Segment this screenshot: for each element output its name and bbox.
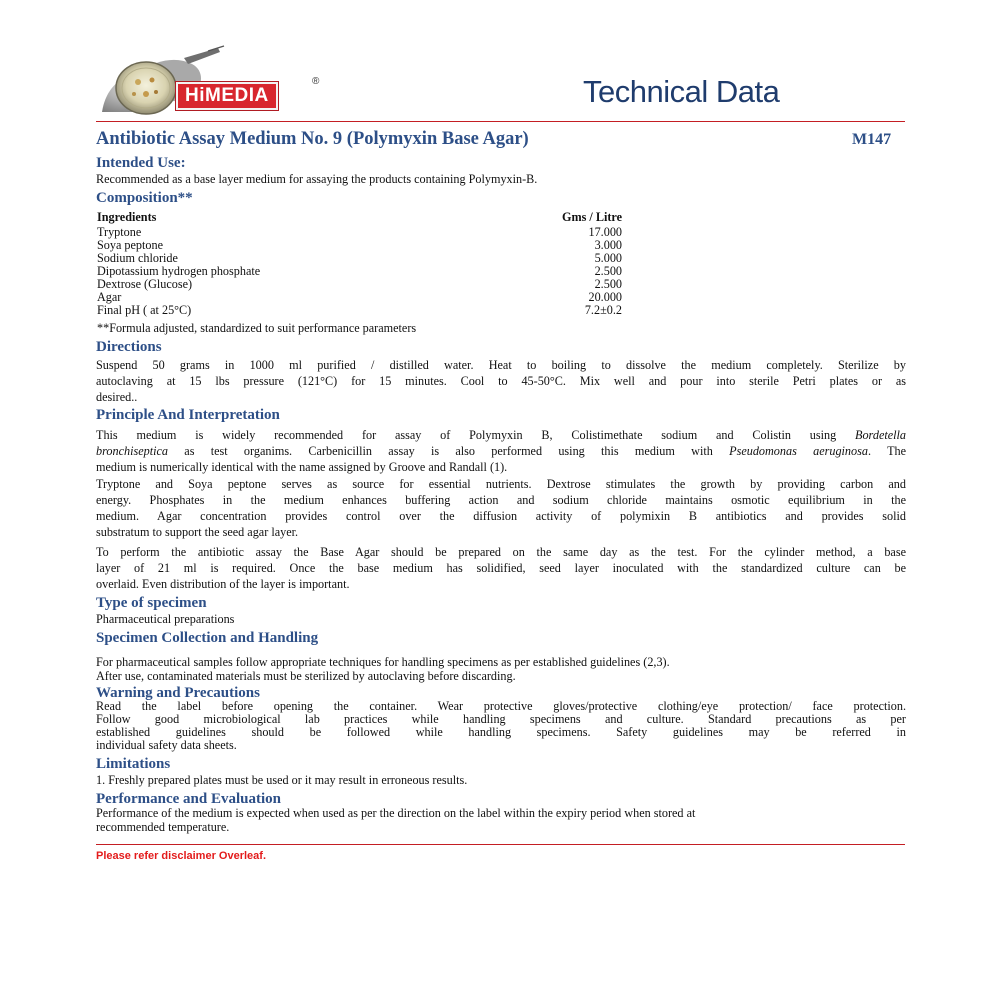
- formula-note: **Formula adjusted, standardized to suit performance parameters: [97, 321, 417, 335]
- himedia-logo: [100, 42, 330, 116]
- disclaimer-note: Please refer disclaimer Overleaf.: [96, 850, 266, 862]
- principle-text: This medium is widely recommended for assay of Polymyxin B, Colistimethate sodium and Colistin using: [96, 428, 837, 442]
- composition-header-row: [97, 211, 622, 225]
- document-title: Antibiotic Assay Medium No. 9 (Polymyxin Base Agar): [96, 129, 529, 149]
- technical-data-title: Technical Data: [583, 74, 780, 109]
- performance-line: Performance of the medium is expected when used as per the direction on the label within the expiry period when stored at: [96, 806, 696, 820]
- ingredient-name: Tryptone: [97, 225, 142, 239]
- ingredient-amount: 3.000: [594, 238, 622, 252]
- principle-line: [96, 427, 906, 443]
- warning-line: Read the label before opening the container. Wear protective gloves/protective clothing/eye protection/ face protection.: [96, 699, 906, 713]
- composition-table: [97, 211, 622, 317]
- principle-line: medium is numerically identical with the name assigned by Groove and Randall (1).: [96, 460, 508, 474]
- ingredient-amount: 20.000: [588, 290, 622, 304]
- warning-heading: Warning and Precautions: [96, 685, 260, 701]
- header-divider: [96, 121, 905, 122]
- directions-line: autoclaving at 15 lbs pressure (121°C) for 15 minutes. Cool to 45-50°C. Mix well and pour into sterile Petri plates or as: [96, 374, 906, 388]
- table-row: [97, 304, 622, 317]
- ingredient-amount: 2.500: [594, 264, 622, 278]
- collection-line: For pharmaceutical samples follow appropriate techniques for handling specimens as per established guidelines (2,3).: [96, 655, 670, 669]
- warning-line: individual safety data sheets.: [96, 738, 237, 752]
- ingredient-name: Dextrose (Glucose): [97, 277, 193, 291]
- ingredient-name: Soya peptone: [97, 238, 164, 252]
- specimen-type-heading: Type of specimen: [96, 595, 207, 611]
- ingredient-name: Dipotassium hydrogen phosphate: [97, 264, 261, 278]
- ingredients-column-header: Ingredients: [97, 210, 157, 224]
- brand-name: HiMEDIA: [176, 82, 278, 110]
- principle-text: . The: [867, 444, 907, 458]
- collection-heading: Specimen Collection and Handling: [96, 630, 319, 646]
- warning-line: established guidelines should be followed while handling specimens. Safety guidelines may be referred in: [96, 725, 906, 739]
- collection-line: After use, contaminated materials must be sterilized by autoclaving before discarding.: [96, 669, 516, 683]
- principle-line: To perform the antibiotic assay the Base Agar should be prepared on the same day as the test. For the cylinder method, a base: [96, 545, 906, 559]
- directions-heading: Directions: [96, 339, 162, 355]
- limitations-text: 1. Freshly prepared plates must be used or it may result in erroneous results.: [96, 773, 468, 787]
- principle-line: Tryptone and Soya peptone serves as source for essential nutrients. Dextrose stimulates the growth by providing carbon and: [96, 477, 906, 491]
- table-row: [97, 226, 622, 239]
- principle-line: overlaid. Even distribution of the layer is important.: [96, 577, 350, 591]
- amount-column-header: Gms / Litre: [561, 210, 622, 224]
- intended-use-heading: Intended Use:: [96, 155, 186, 171]
- organism-name: bronchiseptica: [96, 444, 168, 458]
- principle-line: [96, 443, 906, 459]
- ingredient-name: Final pH ( at 25°C): [97, 303, 192, 317]
- limitations-heading: Limitations: [96, 756, 171, 772]
- performance-heading: Performance and Evaluation: [96, 791, 281, 807]
- principle-heading: Principle And Interpretation: [96, 407, 280, 423]
- directions-line: Suspend 50 grams in 1000 ml purified / distilled water. Heat to boiling to dissolve the medium completely. Sterilize by: [96, 358, 906, 372]
- ingredient-amount: 5.000: [594, 251, 622, 265]
- principle-line: energy. Phosphates in the medium enhances buffering action and sodium chloride maintains osmotic equilibrium in the: [96, 493, 906, 507]
- principle-line: medium. Agar concentration provides control over the diffusion activity of polymixin B antibiotics and provides solid: [96, 509, 906, 523]
- table-row: [97, 278, 622, 291]
- composition-heading: Composition**: [96, 190, 193, 206]
- principle-line: substratum to support the seed agar layer.: [96, 525, 299, 539]
- principle-text: as test organims. Carbenicillin assay is also performed using this medium with: [184, 444, 713, 458]
- registered-mark: ®: [312, 76, 320, 87]
- specimen-type-text: Pharmaceutical preparations: [96, 612, 235, 626]
- intended-use-text: Recommended as a base layer medium for assaying the products containing Polymyxin-B.: [96, 172, 538, 186]
- warning-line: Follow good microbiological lab practices while handling specimens and culture. Standard precautions as per: [96, 712, 906, 726]
- principle-line: layer of 21 ml is required. Once the base medium has solidified, seed layer inoculated with the standardized culture can be: [96, 561, 906, 575]
- ingredient-amount: 2.500: [594, 277, 622, 291]
- ingredient-name: Agar: [97, 290, 122, 304]
- ingredient-amount: 17.000: [588, 225, 622, 239]
- directions-line: desired..: [96, 390, 138, 404]
- ingredient-amount: 7.2±0.2: [584, 303, 622, 317]
- product-code: M147: [852, 131, 892, 148]
- performance-line: recommended temperature.: [96, 820, 230, 834]
- organism-name: Pseudomonas aeruginosa: [729, 444, 868, 458]
- organism-name: Bordetella: [855, 428, 907, 442]
- footer-divider: [96, 844, 905, 845]
- ingredient-name: Sodium chloride: [97, 251, 178, 265]
